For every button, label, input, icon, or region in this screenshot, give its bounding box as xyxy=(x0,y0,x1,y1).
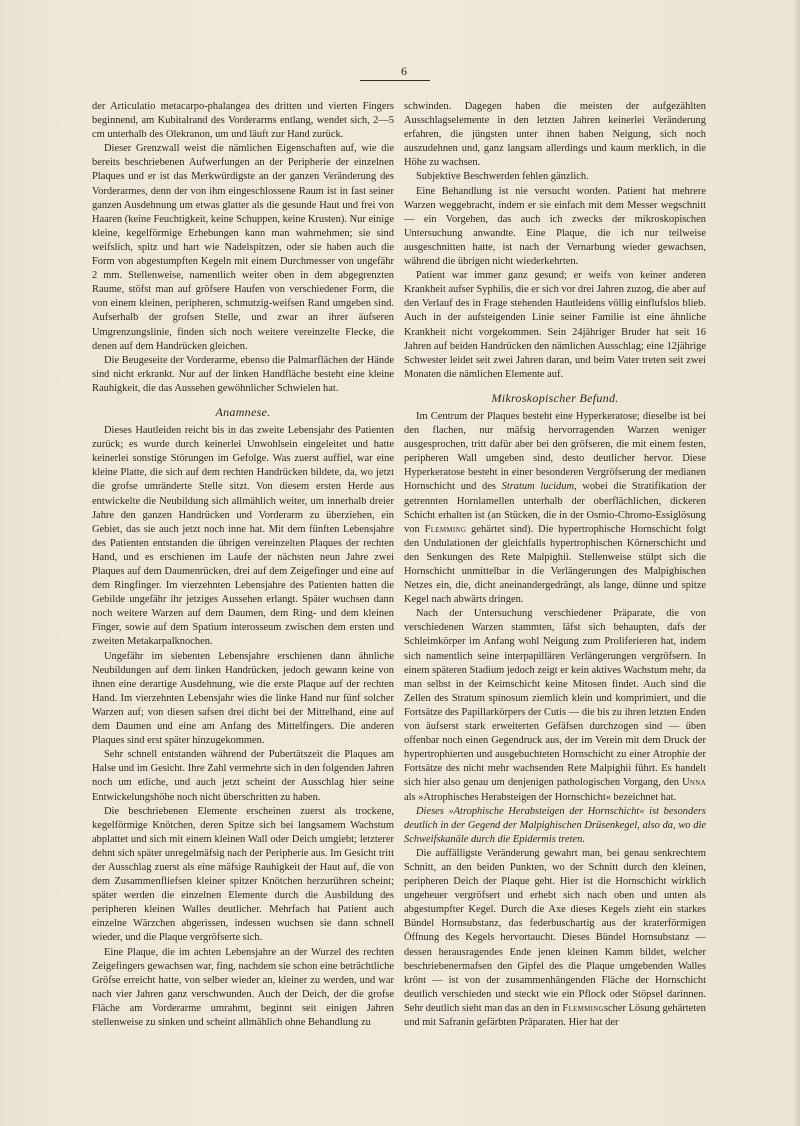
left-column xyxy=(92,100,394,1030)
paragraph: Subjektive Beschwerden fehlen gänzlich. xyxy=(416,171,589,183)
paragraph: Die Beugeseite der Vorderarme, ebenso die Palmarflächen der Hände sind nicht erkrankt. Nur auf der linken Handfläche besteht eine kleine Rauhigkeit, die das Aussehen gewöhnlicher Schwielen hat. xyxy=(92,354,394,394)
paragraph: Sehr schnell entstanden während der Pubertätszeit die Plaques am Halse und im Gesicht. Ihre Zahl vermehrte sich in den folgenden Jahren noch um etliche, und auch jetzt scheint der Ausschlag hier seine Entwickelungshöhe noch nicht überschritten zu haben. xyxy=(92,749,394,803)
text-run: gehärtet sind). Die hypertrophische Hornschicht folgt den Undulationen der gleichfalls hypertrophischen Körnerschicht und den Senkungen des Rete Malpighii. Stellenweise stülpt sich die Hornschicht unmittelbar in die Verlängerungen des Malpighischen Netzes ein, die, dicht aneinandergedrängt, als lange, dünne und spitze Kegel nach abwärts dringen. xyxy=(404,523,706,606)
paragraph: Ungefähr im siebenten Lebensjahre erschienen dann ähnliche Neubildungen auf dem linken Handrücken, jedoch gewann keine von ihnen eine derartige Ausdehnung, wie die erste Plaque auf der rechten Hand. Im vierzehnten Lebensjahr wies die linke Hand nur fünf solcher Warzen auf; von diesen safsen drei dicht bei der Mittelhand, eine auf dem Daumen und eine am Anfang des Mittelfingers. Die anderen Plaques sind erst später hinzugekommen. xyxy=(92,650,394,747)
paragraph: Eine Behandlung ist nie versucht worden. Patient hat mehrere Warzen weggebracht, indem er sie einfach mit dem Messer wegschnitt — ein Vorgehen, das auch ich zwecks der mikroskopischen Untersuchung anwandte. Eine Plaque, die ich nur teilweise ausgeschnitten hatte, ist nach der Vernarbung wieder gewachsen, während die übrigen nicht wiederkehrten. xyxy=(404,185,706,268)
text-run: , wobei die Stratifikation der getrennten Hornlamellen unterhalb der oberflächlichen, dickeren Schicht erhalten ist (an Stücken, die in der Osmio-Chromo-Essiglösung von xyxy=(404,481,706,535)
section-heading-anamnese: Anamnese. xyxy=(215,404,271,419)
author-name: Unna xyxy=(682,777,706,789)
text-run: Nach der Untersuchung verschiedener Präparate, die von verschiedenen Warzen stammten, läfst sich behaupten, dafs der Schleimkörper im Anfang wohl Neigung zum Proliferieren hat, indem sich namentlich seine interpapillären Verlängerungen vergröfsern. In einem späteren Stadium jedoch zeigt er kein aktives Wachstum mehr, da man selbst in der Keimschicht keine Mitosen findet. Auch sind die Zellen des Stratum spinosum ziemlich klein und komprimiert, und die Fortsätze des Papillarkörpers der Cutis — die bis zu ihren letzten Enden von äufserst stark erweiterten Gefäfsen durchzogen sind — üben offenbar noch einen Gegendruck aus, der im Verein mit dem Druck der hypertrophierten und ausgebuchteten Hornschicht zu einer Atrophie der Fortsätze des nicht mehr wachsenden Rete Malpighii führt. Es handelt sich hier also genau um denjenigen pathologischen Vorgang, den xyxy=(404,608,707,789)
right-column xyxy=(404,100,706,1030)
paragraph: schwinden. Dagegen haben die meisten der aufgezählten Ausschlagselemente in den letzten Jahren keinerlei Veränderung erfahren, die jüngsten unter ihnen haben Neigung, sich noch auszudehnen und, ganz langsam allerdings und kaum merklich, in die Höhe zu wachsen. xyxy=(404,101,706,169)
paragraph xyxy=(404,847,706,1030)
page-number: 6 xyxy=(401,64,407,78)
page-edge-shadow xyxy=(792,0,800,1126)
author-name: Flemming xyxy=(562,1002,604,1014)
text-run-italic: Stratum lucidum xyxy=(501,481,574,493)
paragraph: Dieser Grenzwall weist die nämlichen Eigenschaften auf, wie die bereits beschriebenen Aufwerfungen an der Peripherie der einzelnen Plaques und er ist das Merkwürdigste an der ganzen Veränderung des Vorderarmes, denn der von ihm eingeschlossene Raum ist in fast seiner ganzen Ausdehnung um etwas glatter als die gesunde Haut und frei von Haaren (keine Feuchtigkeit, keine Schuppen, keine Krusten). Nur einige kleine, kegelförmige Erhebungen kann man wahrnehmen; sie sind weifslich, spitz und hart wie Nadelspitzen, oder sie haben auch die Form von abgestumpften Kegeln mit einem Durchmesser von ungefähr 2 mm. Stellenweise, namentlich weiter oben in dem abgegrenzten Raume, stöfst man auf gröfsere Haufen von verschiedener Form, die von einem kleinen, peripheren, schmutzig-weifsen Rand umgeben sind. Aufserhalb der grofsen Stelle, und zwar an ihrer äufseren Umgrenzungslinie, finden sich noch weitere vereinzelte Flecke, die denen auf dem Handrücken gleichen. xyxy=(92,143,394,352)
paragraph: der Articulatio metacarpo-phalangea des dritten und vierten Fingers beginnend, am Kubitalrand des Vorderarms entlang, wendet sich, 2—5 cm unterhalb des Olekranon, um und läuft zur Hand zurück. xyxy=(92,101,394,141)
paragraph: Patient war immer ganz gesund; er weifs von keiner anderen Krankheit aufser Syphilis, die er sich vor drei Jahren zuzog, die aber auf den Verlauf des in Frage stehenden Hautleidens völlig einflufslos blieb. Auch in der aufsteigenden Linie seiner Familie ist eine ähnliche Krankheit nicht vorgekommen. Sein 24jähriger Bruder hat seit 16 Jahren auf beiden Handrücken den nämlichen Ausschlag; eine 12jährige Schwester leidet seit zwei Jahren daran, und beim Vater treten seit zwei Monaten die nämlichen Elemente auf. xyxy=(404,270,706,380)
paragraph-italic: Dieses »Atrophische Herabsteigen der Hornschicht« ist besonders deutlich in der Gegend der Malpighischen Drüsenkegel, also da, wo die Schweifskanäle durch die Epidermis treten. xyxy=(404,805,706,845)
section-heading-mikroskopischer-befund: Mikroskopischer Befund. xyxy=(491,390,619,405)
paragraph: Dieses Hautleiden reicht bis in das zweite Lebensjahr des Patienten zurück; es wurde durch keinerlei Unwohlsein eingeleitet und hatte keinerlei sonstige Störungen im Gefolge. Was zuerst auffiel, war eine kleine Platte, die sich auf dem rechten Handrücken bildete, da, wo jetzt die grofse umränderte Stelle sitzt. Von diesem ersten Herde aus entwickelte die Neubildung sich allmählich weiter, um innerhalb dreier Jahre den ganzen Handrücken und Vorderarm zu überziehen, ein Gebiet, das sie auch jetzt noch inne hat. Mit dem fünften Lebensjahre des Patienten entstanden die übrigen vereinzelten Plaques der rechten Hand, und es erschienen im Laufe der nächsten neun Jahre zwei Plaques auf dem Daumenrücken, drei auf dem Zeigefinger und eine auf dem Ringfinger. Im vierzehnten Lebensjahre des Patienten hatten die Gebilde ungefähr ihr jetziges Aussehen erlangt. Später wuchsen dann noch weitere Warzen auf dem Daumen, dem Ring- und dem kleinen Finger, sowie auf dem Spatium interosseum zwischen dem ersten und zweiten Metakarpalknochen. xyxy=(92,425,394,648)
author-name: Flemming xyxy=(424,523,467,535)
header-rule xyxy=(360,80,430,81)
text-run: Die auffälligste Veränderung gewahrt man, bei genau senkrechtem Schnitt, an den beiden Punkten, wo der Schnitt durch den kleinen, peripheren Deich der Plaque geht. Hier ist die Hornschicht wirklich ungeheuer vergröfsert und erhebt sich nach oben und unten als abgestumpfter Kegel. Durch die Axe dieses Kegels zieht ein starkes Bündel Hornsubstanz, das federbuschartig aus der kraterförmigen Öffnung des Kegels hervortaucht. Dieses Bündel Hornsubstanz — dessen herausragendes Ende jenen kleinen Kamm bildet, welcher beschriebenermafsen den Gipfel des die Plaque umgebenden Walles krönt — ist von der zusammenhängenden Fläche der Hornschicht deutlich verschieden und steckt wie ein Pflock oder Stöpsel darinnen. Sehr deutlich sieht man das an den in xyxy=(404,847,706,1014)
paragraph: Die beschriebenen Elemente erscheinen zuerst als trockene, kegelförmige Knötchen, deren Spitze sich bei langsamem Wachstum abplattet und sich mit einem kleinen Wall oder Deich umgiebt; letzterer dehnt sich später unregelmäfsig nach der Peripherie aus. Im Gesicht tritt der Ausschlag zuerst als eine mäfsige Rauhigkeit der Haut auf, die von dem Zusammenfliefsen kleiner spitzer Knötchen herzurühren scheint; später werden die einzelnen Elemente durch die Ausbildung des peripheren kleinen Walles deutlicher. Mehrfach hat Patient auch einzelne Wärzchen abgerissen, indessen wuchsen sie dann schnell wieder, und die Plaque vergröfserte sich. xyxy=(92,805,394,944)
text-run: scher Lösung gehärteten und mit Safranin gefärbten Präparaten. Hier hat der xyxy=(404,1002,707,1028)
paragraph: Eine Plaque, die im achten Lebensjahre an der Wurzel des rechten Zeigefingers gewachsen war, fing, nachdem sie schon eine beträchtliche Gröfse erreicht hatte, von selber wieder an, kleiner zu werden, und war nach vier Jahren ganz verschwunden. Auch der Deich, der die grofse Fläche am Vorderarme umrahmt, beginnt seit einigen Jahren stellenweise zu sinken und scheint allmählich ohne Behandlung zu xyxy=(92,946,394,1028)
text-run: Im Centrum der Plaques besteht eine Hyperkeratose; dieselbe ist bei den flachen, nur mäfsig hervorragenden Warzen weniger ausgesprochen, tritt dafür aber bei den gröfseren, die mit einem festen, peripheren Wall umgeben sind, desto deutlicher hervor. Diese Hyperkeratose besteht in einer besonderen Vergröfserung der medianen Hornschicht und des xyxy=(404,410,706,493)
paragraph xyxy=(404,410,706,607)
text-run: als »Atrophisches Herabsteigen der Hornschicht« bezeichnet hat. xyxy=(404,791,677,803)
paragraph xyxy=(404,607,706,804)
